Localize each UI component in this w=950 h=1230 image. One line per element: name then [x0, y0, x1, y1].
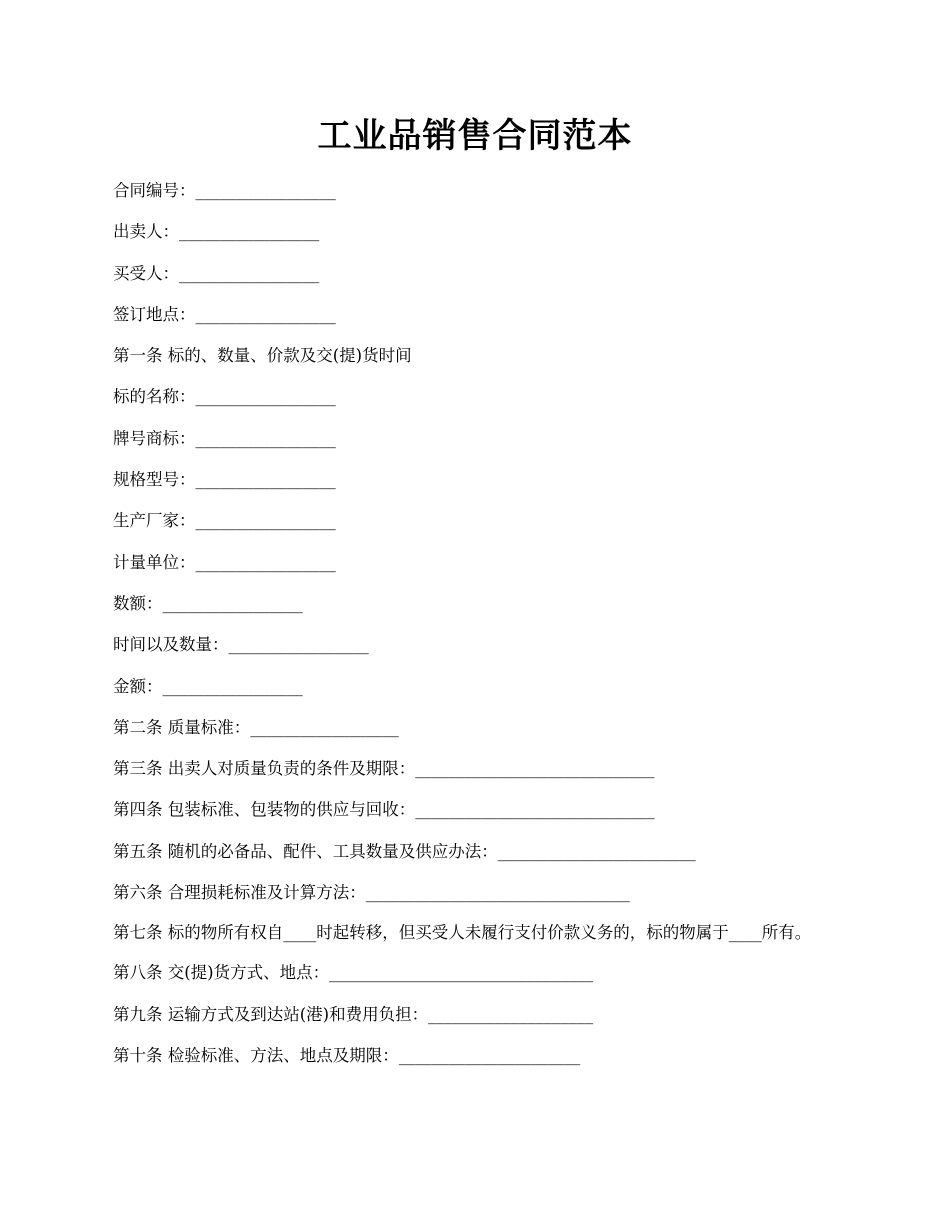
brand-trademark-line: 牌号商标：_________________	[113, 428, 336, 448]
contract-body	[113, 178, 843, 1084]
seller-line: 出卖人：_________________	[113, 222, 320, 242]
article-6-line: 第六条 合理损耗标准及计算方法：________________________________	[113, 883, 630, 903]
article-9-line: 第九条 运输方式及到达站(港)和费用负担：____________________	[113, 1004, 594, 1024]
article-2-line: 第二条 质量标准：__________________	[113, 717, 399, 737]
article-10-line: 第十条 检验标准、方法、地点及期限：______________________	[113, 1045, 581, 1065]
article-5-line: 第五条 随机的必备品、配件、工具数量及供应办法：________________________	[113, 841, 696, 861]
article-7-line: 第七条 标的物所有权自____时起转移，但买受人未履行支付价款义务的，标的物属于____所有。	[113, 923, 812, 943]
article-3-line: 第三条 出卖人对质量负责的条件及期限：_____________________________	[113, 759, 655, 779]
manufacturer-line: 生产厂家：_________________	[113, 511, 336, 531]
buyer-line: 买受人：_________________	[113, 263, 320, 283]
time-and-quantity-line: 时间以及数量：_________________	[113, 635, 369, 655]
document-title: 工业品销售合同范本	[317, 116, 633, 156]
subject-name-line: 标的名称：_________________	[113, 387, 336, 407]
amount-line: 数额：_________________	[113, 593, 303, 613]
signing-place-line: 签订地点：_________________	[113, 304, 336, 324]
article-8-line: 第八条 交(提)货方式、地点：________________________________	[113, 963, 594, 983]
spec-model-line: 规格型号：_________________	[113, 470, 336, 490]
sum-line: 金额：_________________	[113, 676, 303, 696]
article-1-heading: 第一条 标的、数量、价款及交(提)货时间	[113, 346, 412, 366]
unit-of-measure-line: 计量单位：_________________	[113, 552, 336, 572]
article-4-line: 第四条 包装标准、包装物的供应与回收：_____________________________	[113, 800, 655, 820]
contract-number-line: 合同编号：_________________	[113, 181, 336, 200]
